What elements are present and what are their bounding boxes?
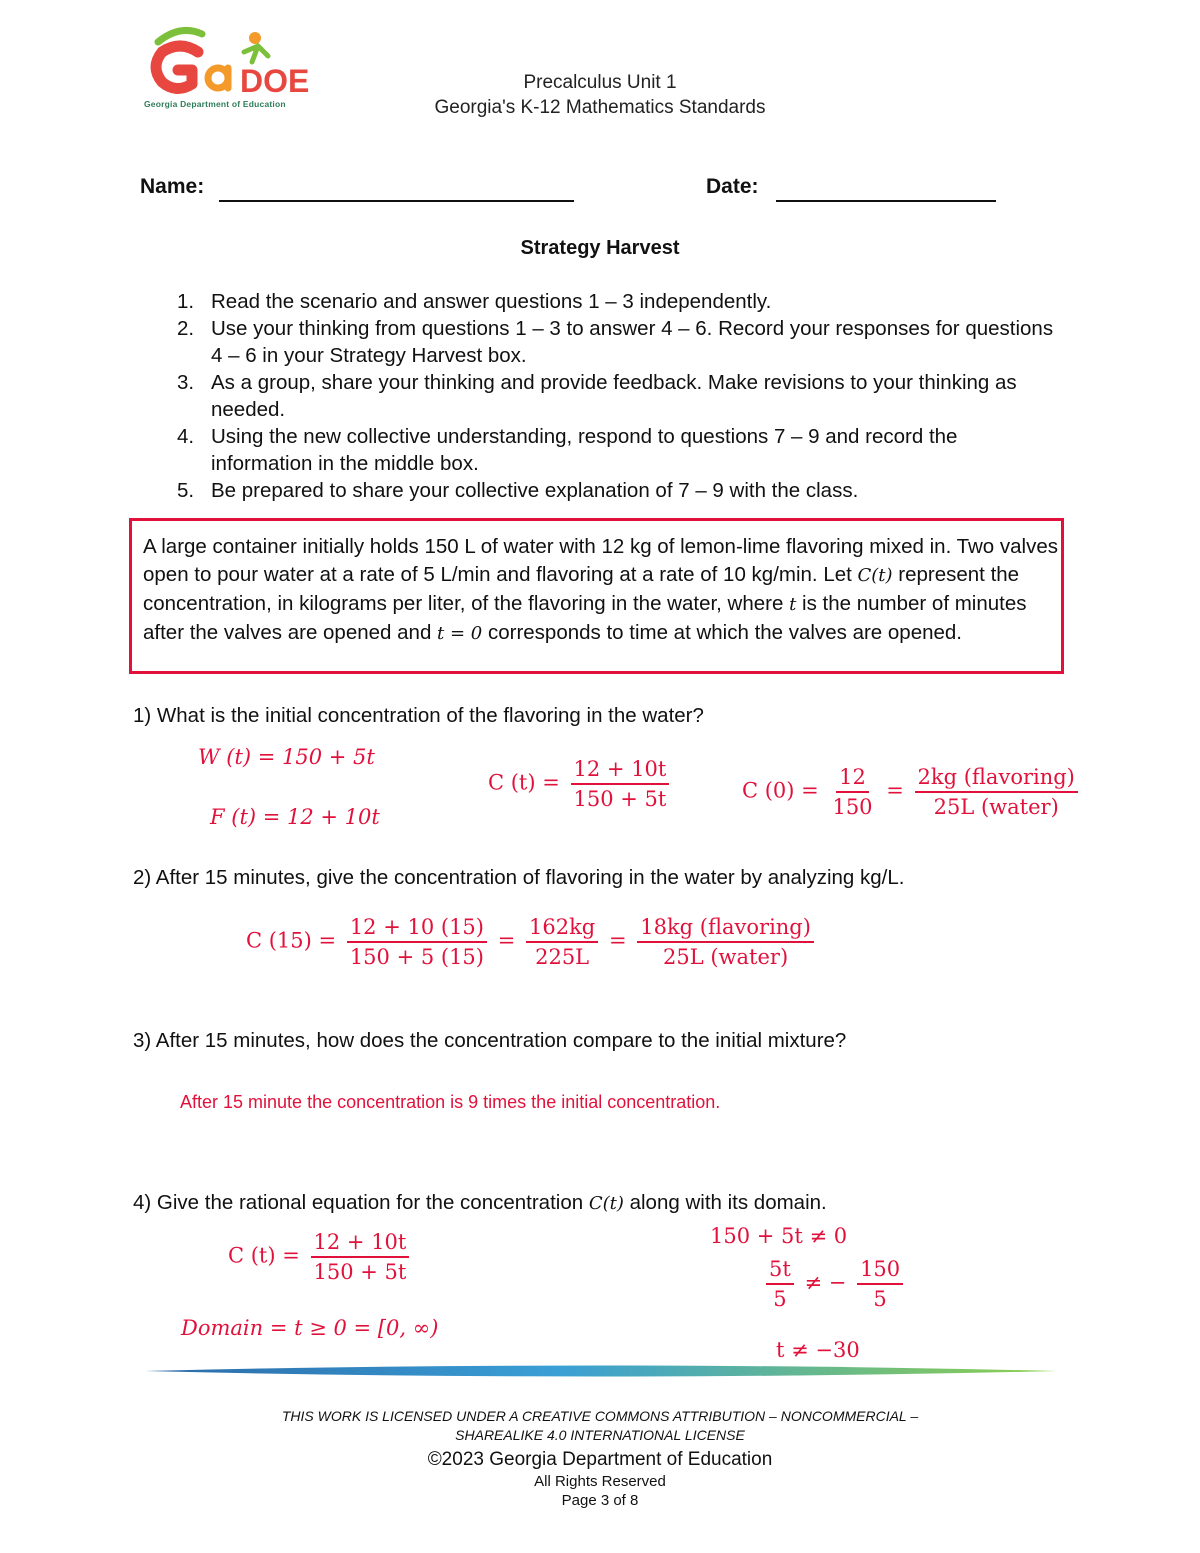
page-number: Page 3 of 8 [561, 1492, 639, 1509]
license-line-1: THIS WORK IS LICENSED UNDER A CREATIVE COMMONS ATTRIBUTION – NONCOMMERCIAL – [281, 1408, 919, 1424]
restriction-step-2: $\frac{5t}{5}$ ≠ − $\frac{150}{5}$ [762, 1257, 907, 1311]
instruction-item: 2. Use your thinking from questions 1 – 3 to answer 4 – 6. Record your responses for questions 4 – 6 in your Strategy Harvest box. [177, 317, 1054, 367]
course-title: Precalculus Unit 1 [523, 72, 677, 93]
instruction-item: 5. Be prepared to share your collective explanation of 7 – 9 with the class. [177, 479, 859, 502]
fraction: $\frac{162kg}{225L}$ [526, 915, 598, 969]
scenario-text: A large container initially holds 150 L of water with 12 kg of lemon-lime flavoring mixed in. Two valves open to pour water at a rate of 5 L/min and flavoring at a rate of 10 kg/min. Let C(t) represent the concentration, in kilograms per liter, of the flavoring in the water, where t is the number of minutes after the valves are opened and t = 0 corresponds to time at which the valves are opened. [143, 535, 1058, 644]
name-label: Name: [140, 175, 205, 198]
date-field[interactable] [776, 200, 996, 202]
question-4: 4) Give the rational equation for the concentration C(t) along with its domain. [133, 1191, 827, 1214]
answer-1-initial: C (0) = $\frac{12}{150}$ = $\frac{\text{2kg (flavoring)}}{\text{25L (water)}}$ [742, 765, 1082, 819]
logo-letters: DOE [240, 63, 310, 99]
standards-subtitle: Georgia's K-12 Mathematics Standards [434, 97, 766, 118]
logo-subtitle: Georgia Department of Education [144, 99, 286, 109]
fraction: $\frac{12 + 10t}{150 + 5t}$ [571, 757, 670, 811]
restriction-step-3: t ≠ −30 [776, 1338, 860, 1362]
date-label: Date: [706, 175, 759, 198]
restriction-step-1: 150 + 5t ≠ 0 [710, 1224, 848, 1248]
fraction: $\frac{5t}{5}$ [766, 1257, 794, 1311]
name-field[interactable] [219, 200, 574, 202]
answer-1-flavoring: F (t) = 12 + 10t [210, 805, 380, 829]
answer-2: C (15) = $\frac{12 + 10 (15)}{150 + 5 (15)}$ = $\frac{162kg}{225L}$ = $\frac{\text{18kg (flavoring)}}{\text{25L (water)}}$ [246, 915, 818, 969]
copyright: ©2023 Georgia Department of Education [427, 1449, 773, 1470]
footer-divider [145, 1364, 1057, 1378]
question-2: 2) After 15 minutes, give the concentration of flavoring in the water by analyzing kg/L. [133, 866, 905, 889]
fraction: $\frac{12 + 10 (15)}{150 + 5 (15)}$ [347, 915, 487, 969]
answer-1-concentration: C (t) = $\frac{12 + 10t}{150 + 5t}$ [488, 757, 673, 811]
instruction-item: 4. Using the new collective understanding, respond to questions 7 – 9 and record the information in the middle box. [177, 425, 958, 475]
answer-1-water: W (t) = 150 + 5t [198, 745, 375, 769]
fraction: $\frac{12 + 10t}{150 + 5t}$ [311, 1230, 410, 1284]
question-3: 3) After 15 minutes, how does the concentration compare to the initial mixture? [133, 1029, 847, 1052]
question-1: 1) What is the initial concentration of the flavoring in the water? [133, 704, 704, 727]
answer-3: After 15 minute the concentration is 9 times the initial concentration. [180, 1092, 721, 1112]
fraction: $\frac{12}{150}$ [832, 765, 873, 819]
instruction-item: 3. As a group, share your thinking and provide feedback. Make revisions to your thinking as needed. [177, 371, 1017, 421]
fraction: $\frac{\text{18kg (flavoring)}}{\text{25L (water)}}$ [637, 915, 814, 969]
license-line-2: SHAREALIKE 4.0 INTERNATIONAL LICENSE [455, 1427, 745, 1443]
answer-4-domain: Domain = t ≥ 0 = [0, ∞) [181, 1316, 439, 1340]
instruction-item: 1. Read the scenario and answer questions 1 – 3 independently. [177, 290, 772, 313]
answer-4-equation: C (t) = $\frac{12 + 10t}{150 + 5t}$ [228, 1230, 413, 1284]
fraction: $\frac{\text{2kg (flavoring)}}{\text{25L (water)}}$ [915, 765, 1078, 819]
fraction: $\frac{150}{5}$ [857, 1257, 903, 1311]
rights: All Rights Reserved [534, 1473, 666, 1490]
instructions-list [163, 288, 1063, 504]
worksheet-title: Strategy Harvest [520, 237, 680, 259]
